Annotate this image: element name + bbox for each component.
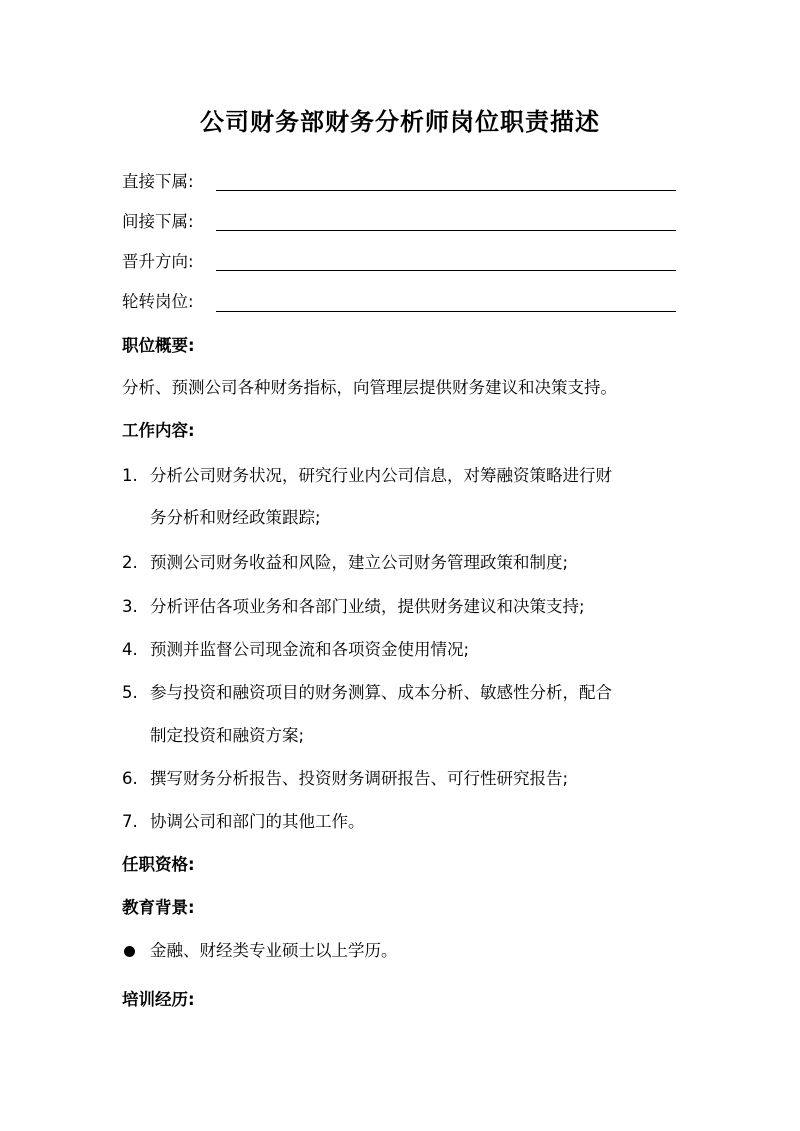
- list-item-number: 3.: [122, 597, 138, 616]
- list-item-text: 协调公司和部门的其他工作。: [150, 812, 365, 831]
- field-label-indirect-reports: 间接下属:: [122, 212, 194, 231]
- list-item-text: 制定投资和融资方案;: [150, 726, 305, 745]
- list-item-number: 1.: [122, 466, 138, 485]
- work-heading: 工作内容:: [122, 421, 195, 440]
- list-item-number: 7.: [122, 812, 138, 831]
- field-label-direct-reports: 直接下属:: [122, 172, 194, 191]
- field-input-promotion[interactable]: [216, 270, 676, 271]
- qualifications-heading: 任职资格:: [122, 855, 195, 874]
- list-item-number: 2.: [122, 553, 138, 572]
- field-input-direct-reports[interactable]: [216, 190, 676, 191]
- field-label-rotation: 轮转岗位:: [122, 292, 194, 311]
- list-item-text: 务分析和财经政策跟踪;: [150, 508, 321, 527]
- overview-text: 分析、预测公司各种财务指标，向管理层提供财务建议和决策支持。: [122, 378, 617, 397]
- list-item-number: 4.: [122, 640, 138, 659]
- overview-heading: 职位概要:: [122, 336, 195, 355]
- education-item: 金融、财经类专业硕士以上学历。: [150, 941, 398, 960]
- list-item-text: 分析评估各项业务和各部门业绩，提供财务建议和决策支持;: [150, 597, 585, 616]
- list-item-text: 分析公司财务状况，研究行业内公司信息，对筹融资策略进行财: [150, 466, 612, 485]
- list-item-number: 5.: [122, 683, 138, 702]
- list-item-text: 预测公司财务收益和风险，建立公司财务管理政策和制度;: [150, 553, 569, 572]
- field-input-rotation[interactable]: [216, 311, 676, 312]
- list-item-number: 6.: [122, 769, 138, 788]
- page-title: 公司财务部财务分析师岗位职责描述: [200, 108, 600, 136]
- education-heading: 教育背景:: [122, 898, 195, 917]
- training-heading: 培训经历:: [122, 990, 195, 1009]
- field-input-indirect-reports[interactable]: [216, 230, 676, 231]
- field-label-promotion: 晋升方向:: [122, 252, 194, 271]
- bullet-icon: [124, 946, 135, 957]
- list-item-text: 撰写财务分析报告、投资财务调研报告、可行性研究报告;: [150, 769, 569, 788]
- list-item-text: 参与投资和融资项目的财务测算、成本分析、敏感性分析，配合: [150, 683, 612, 702]
- list-item-text: 预测并监督公司现金流和各项资金使用情况;: [150, 640, 470, 659]
